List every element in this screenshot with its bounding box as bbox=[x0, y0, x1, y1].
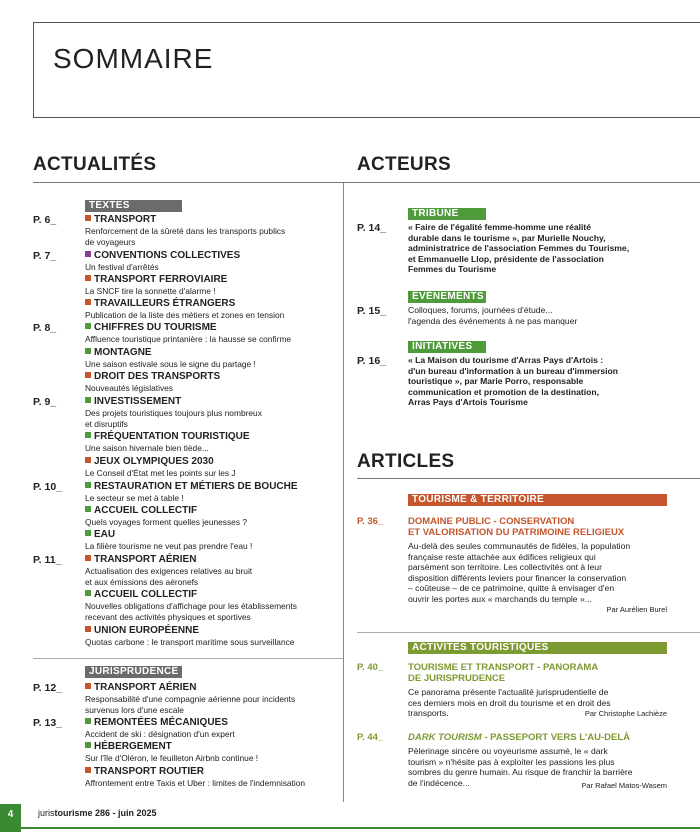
item-description: et aux émissions des aéronefs bbox=[85, 576, 199, 587]
category-link[interactable] bbox=[85, 322, 217, 333]
page-ref: P. 7_ bbox=[33, 250, 57, 262]
item-description: Accident de ski : désignation d'un expert bbox=[85, 729, 235, 739]
text-line: d'un bureau d'information à un bureau d'immersion bbox=[408, 365, 619, 376]
square-bullet-icon bbox=[85, 397, 91, 403]
square-bullet-icon bbox=[85, 590, 91, 596]
page-number: 4 bbox=[0, 804, 21, 832]
item-description: Affluence touristique printanière : la hausse se confirme bbox=[85, 334, 292, 344]
text-line: Au-delà des seules communautés de fidèles, la population bbox=[408, 541, 631, 551]
band-jurisprudence: JURISPRUDENCE bbox=[85, 666, 182, 678]
band-tribune: TRIBUNE bbox=[408, 208, 486, 220]
text-line: ces derniers mois en droit du tourisme et en droit des bbox=[408, 697, 611, 708]
text-line: Ce panorama présente l'actualité jurisprudentielle de bbox=[408, 687, 609, 697]
category-link[interactable] bbox=[85, 298, 235, 309]
square-bullet-icon bbox=[85, 742, 91, 748]
text-line: communication et promotion de la destination, bbox=[408, 386, 599, 397]
square-bullet-icon bbox=[85, 482, 91, 488]
square-bullet-icon bbox=[85, 626, 91, 632]
category-label: CONVENTIONS COLLECTIVES bbox=[94, 250, 241, 261]
text-line: et Emmanuelle Llop, présidente de l'association bbox=[408, 253, 604, 264]
item-description: Actualisation des exigences relatives au bruit bbox=[85, 566, 253, 576]
item-description: La filière tourisme ne veut pas prendre l'eau ! bbox=[85, 541, 253, 551]
square-bullet-icon bbox=[85, 348, 91, 354]
text-line: ET VALORISATION DU PATRIMOINE RELIGIEUX bbox=[408, 527, 625, 538]
category-label: RESTAURATION ET MÉTIERS DE BOUCHE bbox=[94, 481, 298, 492]
article-title-italic: DARK TOURISM bbox=[408, 732, 482, 743]
page-ref: P. 11_ bbox=[33, 554, 62, 566]
text-line: DOMAINE PUBLIC - CONSERVATION bbox=[408, 516, 575, 527]
text-line: administratrice de l'association Femmes du Tourisme, bbox=[408, 243, 630, 254]
category-label: MONTAGNE bbox=[94, 347, 152, 358]
square-bullet-icon bbox=[85, 323, 91, 329]
text-line: Pèlerinage sincère ou voyeurisme assumé, le « dark bbox=[408, 746, 608, 756]
item-description: Des projets touristiques toujours plus nombreux bbox=[85, 408, 262, 418]
square-bullet-icon bbox=[85, 718, 91, 724]
category-link[interactable] bbox=[85, 274, 227, 285]
article-summary bbox=[408, 541, 667, 604]
article-title[interactable] bbox=[408, 516, 624, 538]
article-author: Par Christophe Lachièze bbox=[584, 709, 667, 718]
page-ref: P. 13_ bbox=[33, 717, 63, 729]
square-bullet-icon bbox=[85, 251, 91, 257]
column-divider bbox=[343, 182, 344, 802]
band-evenements: ÉVÉNEMENTS bbox=[408, 291, 486, 303]
page-ref: P. 40_ bbox=[357, 662, 384, 673]
category-link[interactable] bbox=[85, 214, 156, 225]
item-description: La SNCF tire la sonnette d'alarme ! bbox=[85, 286, 216, 296]
article-author: Par Aurélien Burel bbox=[606, 605, 667, 614]
articles-separator bbox=[357, 632, 700, 633]
square-bullet-icon bbox=[85, 767, 91, 773]
articles-heading: ARTICLES bbox=[357, 451, 455, 472]
text-line: TOURISME ET TRANSPORT - PANORAMA bbox=[408, 662, 599, 673]
page-ref: P. 36_ bbox=[357, 516, 384, 527]
item-description: Affrontement entre Taxis et Uber : limites de l'indemnisation bbox=[85, 778, 306, 788]
category-link[interactable] bbox=[85, 529, 115, 540]
item-description: Un festival d'arrêtés bbox=[85, 262, 159, 272]
category-link[interactable] bbox=[85, 250, 240, 261]
category-label: INVESTISSEMENT bbox=[94, 396, 182, 407]
square-bullet-icon bbox=[85, 215, 91, 221]
item-description: Quels voyages forment quelles jeunesses ? bbox=[85, 517, 248, 527]
item-description: Une saison estivale sous le signe du partage ! bbox=[85, 359, 256, 369]
text-line: sombres du genre humain. Au risque de franchir la barrière bbox=[408, 767, 633, 777]
category-label: FRÉQUENTATION TOURISTIQUE bbox=[94, 431, 250, 442]
article-author: Par Rafael Matos-Wasem bbox=[581, 781, 667, 790]
category-link[interactable] bbox=[85, 481, 298, 492]
square-bullet-icon bbox=[85, 683, 91, 689]
text-line: Colloques, forums, journées d'étude... bbox=[408, 305, 553, 315]
evenements-text[interactable] bbox=[408, 305, 577, 326]
tribune-text[interactable] bbox=[408, 222, 629, 275]
category-label: ACCUEIL COLLECTIF bbox=[94, 505, 198, 516]
item-description: Publication de la liste des métiers et zones en tension bbox=[85, 310, 285, 320]
category-link[interactable] bbox=[85, 766, 204, 777]
category-link[interactable] bbox=[85, 589, 197, 600]
item-description: Renforcement de la sûreté dans les transports publics bbox=[85, 226, 286, 236]
text-line: touristique », par Marie Porro, responsable bbox=[408, 376, 584, 387]
text-line: « La Maison du tourisme d'Arras Pays d'Artois : bbox=[408, 355, 604, 365]
actualites-heading: ACTUALITÉS bbox=[33, 154, 157, 175]
text-line: parsèment son territoire. Les collectivités ont à leur bbox=[408, 562, 602, 572]
category-label: UNION EUROPÉENNE bbox=[94, 625, 200, 636]
category-label: ACCUEIL COLLECTIF bbox=[94, 589, 198, 600]
square-bullet-icon bbox=[85, 275, 91, 281]
category-link[interactable] bbox=[85, 554, 196, 565]
square-bullet-icon bbox=[85, 299, 91, 305]
category-label: HÉBERGEMENT bbox=[94, 741, 172, 752]
item-description: Une saison hivernale bien tiède... bbox=[85, 443, 209, 453]
item-description: Nouvelles obligations d'affichage pour les établissements bbox=[85, 601, 297, 611]
category-label: REMONTÉES MÉCANIQUES bbox=[94, 717, 228, 728]
item-description: Responsabilité d'une compagnie aérienne pour incidents bbox=[85, 694, 296, 704]
category-link[interactable] bbox=[85, 347, 152, 358]
category-link[interactable] bbox=[85, 625, 199, 636]
band-textes: TEXTES bbox=[85, 200, 182, 212]
category-link[interactable] bbox=[85, 717, 228, 728]
band-initiatives: INITIATIVES bbox=[408, 341, 486, 353]
square-bullet-icon bbox=[85, 530, 91, 536]
text-line: DE JURISPRUDENCE bbox=[408, 673, 506, 684]
page-ref: P. 8_ bbox=[33, 322, 57, 334]
category-label: JEUX OLYMPIQUES 2030 bbox=[94, 456, 214, 467]
footer-rule bbox=[21, 827, 700, 829]
page-ref: P. 10_ bbox=[33, 481, 63, 493]
text-line: Arras Pays d'Artois Tourisme bbox=[408, 397, 528, 408]
category-label: TRANSPORT bbox=[94, 214, 157, 225]
band-activites-touristiques: ACTIVITÉS TOURISTIQUES bbox=[408, 642, 667, 654]
item-description: Le secteur se met à table ! bbox=[85, 493, 184, 503]
footer-brand bbox=[38, 808, 157, 818]
item-description: survenus lors d'une escale bbox=[85, 704, 184, 715]
category-link[interactable] bbox=[85, 371, 220, 382]
category-label: CHIFFRES DU TOURISME bbox=[94, 322, 217, 333]
actualites-rule bbox=[33, 182, 343, 183]
text-line: transports. bbox=[408, 708, 449, 718]
text-line: Femmes du Tourisme bbox=[408, 264, 497, 275]
text-line: durable dans le tourisme », par Murielle Nouchy, bbox=[408, 232, 606, 243]
text-line: de l'indécence... bbox=[408, 777, 470, 788]
category-label: EAU bbox=[94, 529, 116, 540]
page-ref: P. 6_ bbox=[33, 214, 57, 226]
articles-rule bbox=[357, 478, 700, 479]
text-line: disposition différents leviers pour financer la conservation bbox=[408, 572, 627, 583]
page-ref: P. 12_ bbox=[33, 682, 63, 694]
category-label: TRANSPORT FERROVIAIRE bbox=[94, 274, 228, 285]
item-description: de voyageurs bbox=[85, 236, 136, 247]
footer-brand-light: juris bbox=[38, 808, 55, 818]
text-line: – coûteuse – de ce patrimoine, quitte à envisager d'en bbox=[408, 583, 615, 593]
text-line: tourism » n'hésite pas à exploiter les passions les plus bbox=[408, 756, 615, 767]
category-link[interactable] bbox=[85, 505, 197, 516]
square-bullet-icon bbox=[85, 506, 91, 512]
band-tourisme-territoire: TOURISME & TERRITOIRE bbox=[408, 494, 667, 506]
square-bullet-icon bbox=[85, 372, 91, 378]
category-link[interactable] bbox=[85, 396, 181, 407]
initiatives-text[interactable] bbox=[408, 355, 618, 408]
text-line: française reste attachée aux édifices religieux qui bbox=[408, 551, 596, 562]
item-description: Nouveautés législatives bbox=[85, 383, 173, 393]
item-description: recevant des activités physiques et sportives bbox=[85, 611, 251, 622]
article-title-rest: - PASSEPORT VERS L'AU-DELÀ bbox=[481, 732, 631, 743]
acteurs-heading: ACTEURS bbox=[357, 154, 451, 175]
page-ref: P. 14_ bbox=[357, 222, 387, 234]
page-title: SOMMAIRE bbox=[53, 43, 214, 74]
text-line: « Faire de l'égalité femme-homme une réalité bbox=[408, 222, 592, 232]
page-ref: P. 15_ bbox=[357, 305, 387, 317]
category-link[interactable] bbox=[85, 431, 250, 442]
item-description: Quotas carbone : le transport maritime sous surveillance bbox=[85, 637, 295, 647]
category-link[interactable] bbox=[85, 456, 214, 467]
category-label: DROIT DES TRANSPORTS bbox=[94, 371, 221, 382]
item-description: Sur l'île d'Oléron, le feuilleton Airbnb continue ! bbox=[85, 753, 259, 763]
category-link[interactable] bbox=[85, 741, 172, 752]
square-bullet-icon bbox=[85, 457, 91, 463]
category-label: TRANSPORT ROUTIER bbox=[94, 766, 204, 777]
jurisprudence-rule bbox=[33, 658, 343, 659]
category-link[interactable] bbox=[85, 682, 196, 693]
page-ref: P. 16_ bbox=[357, 355, 387, 367]
text-line: l'agenda des événements à ne pas manquer bbox=[408, 315, 578, 326]
page-ref: P. 9_ bbox=[33, 396, 57, 408]
category-label: TRANSPORT AÉRIEN bbox=[94, 554, 197, 565]
category-label: TRAVAILLEURS ÉTRANGERS bbox=[94, 298, 236, 309]
item-description: Le Conseil d'État met les points sur les J bbox=[85, 468, 236, 478]
page-ref: P. 44_ bbox=[357, 732, 384, 743]
square-bullet-icon bbox=[85, 432, 91, 438]
item-description: et disruptifs bbox=[85, 418, 128, 429]
square-bullet-icon bbox=[85, 555, 91, 561]
article-title[interactable] bbox=[408, 732, 630, 743]
title-box bbox=[33, 22, 700, 118]
category-label: TRANSPORT AÉRIEN bbox=[94, 682, 197, 693]
text-line: ouvrir les portes aux « marchands du temple »... bbox=[408, 593, 592, 604]
footer-brand-bold: tourisme 286 - juin 2025 bbox=[54, 808, 157, 818]
acteurs-rule bbox=[343, 182, 700, 183]
article-title[interactable] bbox=[408, 662, 598, 684]
